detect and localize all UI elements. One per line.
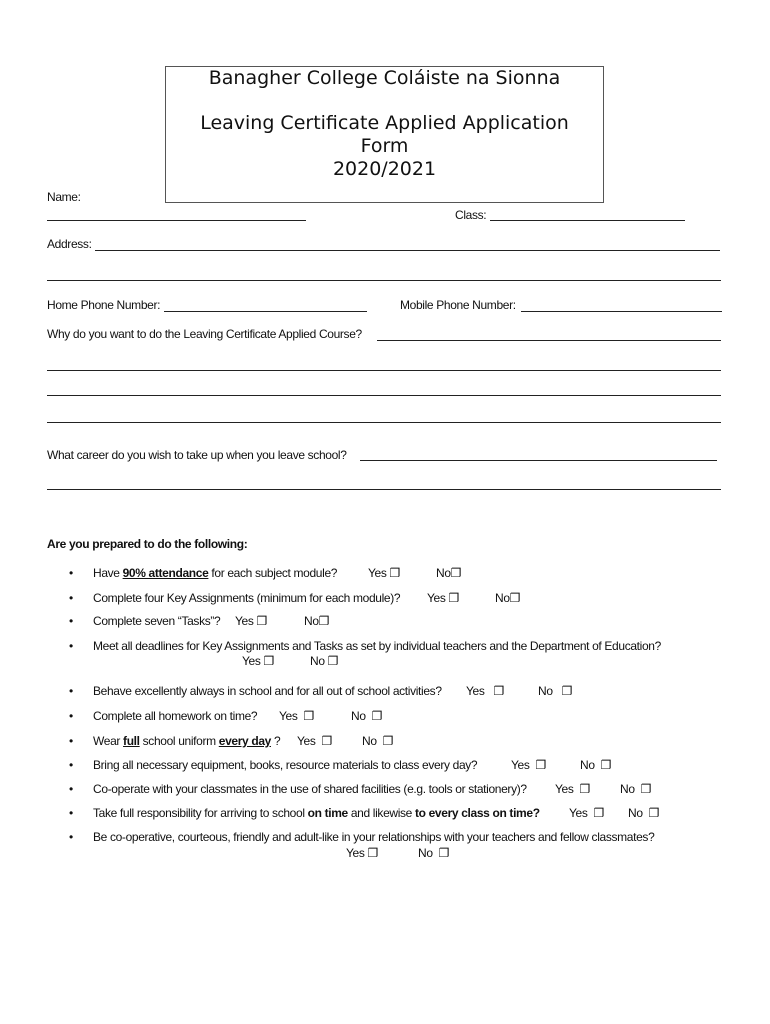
checkbox-icon: ❐ — [318, 614, 330, 628]
checkbox-icon: ❐ — [448, 591, 459, 605]
item-uniform: Wear full school uniform every day ? — [93, 734, 281, 748]
item-key-assignments: Complete four Key Assignments (minimum for each module)? — [93, 591, 401, 605]
item-homework: Complete all homework on time? — [93, 709, 258, 723]
checkbox-icon: ❐ — [579, 782, 590, 796]
item-behave-no[interactable]: No ❐ — [538, 684, 573, 698]
bullet-icon: • — [69, 830, 74, 844]
item-deadlines: Meet all deadlines for Key Assignments and Tasks as set by individual teachers and the Department of Education? — [93, 639, 661, 653]
bullet-icon: • — [69, 709, 74, 723]
item-key-assignments-yes[interactable]: Yes ❐ — [427, 591, 459, 605]
checkbox-icon: ❐ — [389, 566, 400, 580]
checkbox-icon: ❐ — [600, 758, 612, 772]
bullet-icon: • — [69, 614, 74, 628]
item-homework-no[interactable]: No ❐ — [351, 709, 383, 723]
bullet-icon: • — [69, 639, 74, 653]
why-input-line-1[interactable] — [377, 340, 721, 341]
item-cooperate-facilities: Co-operate with your classmates in the use of shared facilities (e.g. tools or stationery)? — [93, 782, 527, 796]
checkbox-icon: ❐ — [303, 709, 314, 723]
checkbox-icon: ❐ — [593, 806, 604, 820]
checkbox-icon: ❐ — [371, 709, 383, 723]
bullet-icon: • — [69, 591, 74, 605]
item-equipment-yes[interactable]: Yes ❐ — [511, 758, 546, 772]
why-input-line-2[interactable] — [47, 370, 721, 371]
address-label: Address: — [47, 237, 92, 251]
item-punctuality-no[interactable]: No ❐ — [628, 806, 660, 820]
checkbox-icon: ❐ — [509, 591, 521, 605]
item-attendance: Have 90% attendance for each subject module? — [93, 566, 338, 580]
item-relationships-no[interactable]: No ❐ — [418, 846, 450, 860]
mobile-phone-label: Mobile Phone Number: — [400, 298, 516, 312]
item-relationships-yes[interactable]: Yes ❐ — [346, 846, 378, 860]
career-label: What career do you wish to take up when you leave school? — [47, 448, 347, 462]
checkbox-icon: ❐ — [327, 654, 339, 668]
item-punctuality: Take full responsibility for arriving to school on time and likewise to every class on time? — [93, 806, 540, 820]
form-year: 2020/2021 — [332, 158, 437, 180]
item-relationships: Be co-operative, courteous, friendly and adult-like in your relationships with your teachers and fellow classmates? — [93, 830, 655, 844]
home-phone-input-line[interactable] — [164, 311, 367, 312]
form-title-box — [165, 66, 604, 203]
checkbox-icon: ❐ — [561, 684, 573, 698]
item-cooperate-facilities-no[interactable]: No ❐ — [620, 782, 652, 796]
bullet-icon: • — [69, 734, 74, 748]
item-tasks-no[interactable]: No❐ — [304, 614, 330, 628]
item-attendance-no[interactable]: No❐ — [436, 566, 462, 580]
checkbox-icon: ❐ — [640, 782, 652, 796]
form-title: Leaving Certificate Applied Application — [200, 112, 569, 134]
checkbox-icon: ❐ — [535, 758, 546, 772]
item-equipment: Bring all necessary equipment, books, resource materials to class every day? — [93, 758, 478, 772]
item-behave-yes[interactable]: Yes ❐ — [466, 684, 504, 698]
checkbox-icon: ❐ — [648, 806, 660, 820]
checkbox-icon: ❐ — [493, 684, 504, 698]
home-phone-label: Home Phone Number: — [47, 298, 161, 312]
why-label: Why do you want to do the Leaving Certificate Applied Course? — [47, 327, 362, 341]
item-homework-yes[interactable]: Yes ❐ — [279, 709, 314, 723]
form-title-cont: Form — [360, 135, 409, 157]
checkbox-icon: ❐ — [321, 734, 332, 748]
item-punctuality-yes[interactable]: Yes ❐ — [569, 806, 604, 820]
item-uniform-no[interactable]: No ❐ — [362, 734, 394, 748]
checkbox-icon: ❐ — [256, 614, 267, 628]
item-behave: Behave excellently always in school and for all out of school activities? — [93, 684, 442, 698]
class-input-line[interactable] — [490, 220, 685, 221]
bullet-icon: • — [69, 782, 74, 796]
why-input-line-3[interactable] — [47, 395, 721, 396]
career-input-line-2[interactable] — [47, 489, 721, 490]
item-key-assignments-no[interactable]: No❐ — [495, 591, 521, 605]
address-input-line-2[interactable] — [47, 280, 721, 281]
bullet-icon: • — [69, 806, 74, 820]
item-tasks-yes[interactable]: Yes ❐ — [235, 614, 267, 628]
checkbox-icon: ❐ — [367, 846, 378, 860]
checkbox-icon: ❐ — [438, 846, 450, 860]
item-deadlines-yes[interactable]: Yes ❐ — [242, 654, 274, 668]
checkbox-icon: ❐ — [382, 734, 394, 748]
address-input-line-1[interactable] — [95, 250, 720, 251]
bullet-icon: • — [69, 566, 74, 580]
why-input-line-4[interactable] — [47, 422, 721, 423]
career-input-line-1[interactable] — [360, 460, 717, 461]
item-tasks: Complete seven “Tasks”? — [93, 614, 221, 628]
name-input-line[interactable] — [47, 220, 306, 221]
item-deadlines-no[interactable]: No ❐ — [310, 654, 339, 668]
name-label: Name: — [47, 190, 81, 204]
item-attendance-yes[interactable]: Yes ❐ — [368, 566, 400, 580]
bullet-icon: • — [69, 684, 74, 698]
checkbox-icon: ❐ — [450, 566, 462, 580]
checkbox-icon: ❐ — [263, 654, 274, 668]
class-label: Class: — [455, 208, 487, 222]
prepared-heading: Are you prepared to do the following: — [47, 537, 248, 551]
item-cooperate-facilities-yes[interactable]: Yes ❐ — [555, 782, 590, 796]
item-uniform-yes[interactable]: Yes ❐ — [297, 734, 332, 748]
bullet-icon: • — [69, 758, 74, 772]
item-equipment-no[interactable]: No ❐ — [580, 758, 612, 772]
school-name: Banagher College Coláiste na Sionna — [208, 67, 561, 89]
mobile-phone-input-line[interactable] — [521, 311, 722, 312]
